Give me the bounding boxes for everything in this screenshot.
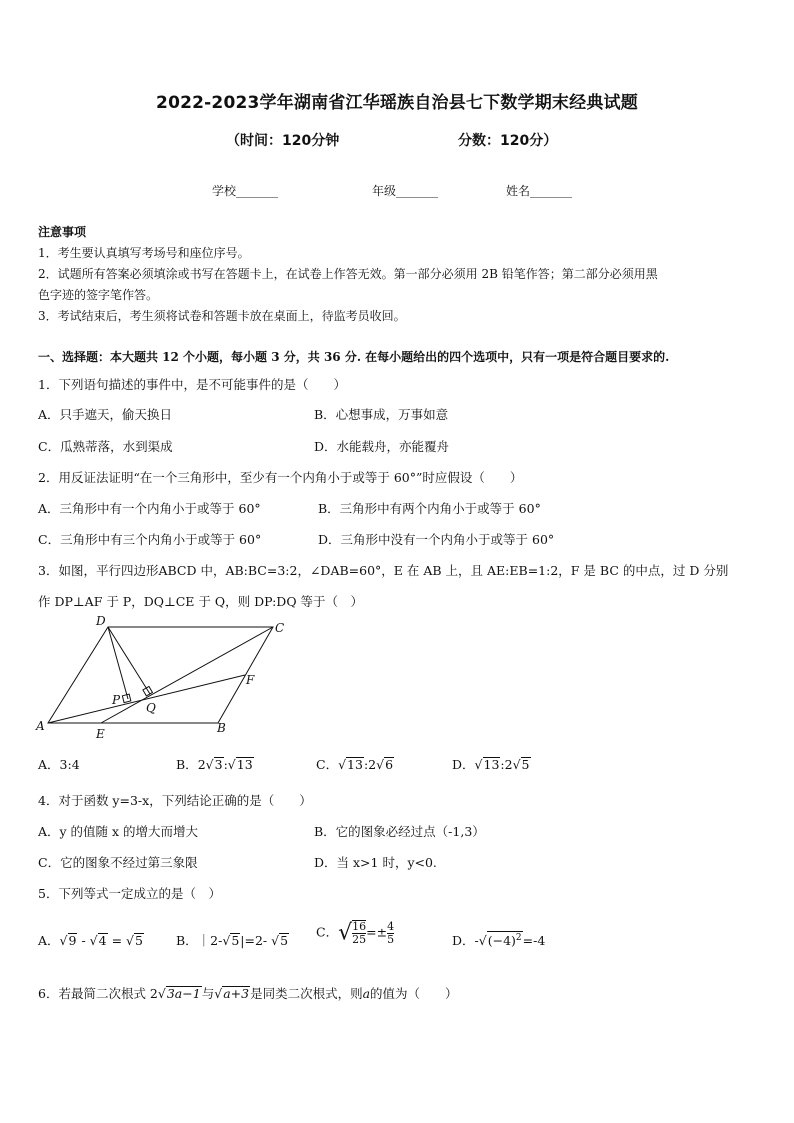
label-d: D bbox=[96, 614, 106, 628]
denominator: 5 bbox=[387, 932, 395, 946]
q3-option-c: C．√13:2√6 bbox=[316, 757, 394, 772]
coefficient: 2 bbox=[368, 757, 377, 772]
label-f: F bbox=[246, 673, 255, 687]
radicand: 5 bbox=[231, 933, 240, 948]
ratio-sign: : bbox=[500, 757, 505, 772]
coefficient: 2 bbox=[197, 757, 206, 772]
option-letter: A． bbox=[38, 933, 60, 948]
q5-option-d: D．$-√(-4)^2=-4$ bbox=[452, 933, 546, 949]
radicand: 13 bbox=[483, 757, 500, 772]
ratio-sign: : bbox=[223, 757, 228, 772]
option-letter: D． bbox=[452, 757, 475, 772]
radicand: 5 bbox=[521, 757, 530, 772]
question-1-stem: 1．下列语句描述的事件中，是不可能事件的是（ ） bbox=[38, 377, 346, 392]
q5-option-a: A．√9 - √4 = √5 bbox=[38, 933, 143, 948]
note-line: 1．考生要认真填写考场号和座位序号。 bbox=[38, 246, 250, 260]
radicand: 3a−1 bbox=[166, 986, 201, 1001]
q4-option-a: A．y 的值随 x 的增大而增大 bbox=[38, 824, 199, 839]
minus-sign: - bbox=[81, 933, 86, 948]
grade-field: 年级_______ bbox=[372, 184, 439, 198]
q2-option-d: D．三角形中没有一个内角小于或等于 60° bbox=[318, 532, 555, 547]
q1-option-d: D．水能载舟，亦能覆舟 bbox=[314, 439, 450, 454]
radicand: 9 bbox=[68, 933, 77, 948]
question-6-stem: 6．若最简二次根式 2√3a−1与√a+3是同类二次根式，则a的值为（ ） bbox=[38, 986, 458, 1001]
segment-dp bbox=[108, 627, 128, 699]
coefficient: 2 bbox=[504, 757, 513, 772]
q2-option-b: B．三角形中有两个内角小于或等于 60° bbox=[318, 501, 541, 516]
page-title: 2022-2023学年湖南省江华瑶族自治县七下数学期末经典试题 bbox=[156, 93, 638, 113]
note-line: 色字迹的签字笔作答。 bbox=[38, 288, 159, 302]
parallelogram-abcd bbox=[48, 627, 273, 723]
question-3-stem-line2: 作 DP⊥AF 于 P，DQ⊥CE 于 Q，则 DP:DQ 等于（ ） bbox=[38, 594, 364, 609]
q3-option-d: D．√13:2√5 bbox=[452, 757, 530, 772]
question-4-stem: 4．对于函数 y=3-x，下列结论正确的是（ ） bbox=[38, 793, 312, 808]
q1-option-b: B．心想事成，万事如意 bbox=[314, 407, 449, 422]
note-line: 3．考试结束后，考生须将试卷和答题卡放在桌面上，待监考员收回。 bbox=[38, 309, 406, 323]
q5-option-b: B．｜2-√5|=2- √5 bbox=[176, 933, 289, 948]
segment-af bbox=[48, 675, 245, 723]
plus-minus-sign: =± bbox=[366, 924, 388, 940]
q1-option-a: A．只手遮天，偷天换日 bbox=[38, 407, 173, 422]
parallelogram-figure bbox=[30, 614, 300, 744]
option-letter: C． bbox=[316, 757, 339, 772]
label-e: E bbox=[96, 727, 105, 741]
radicand: 4 bbox=[98, 933, 107, 948]
q4-option-d: D．当 x>1 时，y<0. bbox=[314, 855, 437, 870]
q4-option-b: B．它的图象必经过点（-1,3） bbox=[314, 824, 485, 839]
expression-text: |=2- bbox=[240, 933, 268, 948]
label-p: P bbox=[112, 693, 121, 707]
equals-sign: = bbox=[111, 933, 123, 948]
radicand: 5 bbox=[280, 933, 289, 948]
name-field: 姓名_______ bbox=[506, 184, 573, 198]
q3-option-b: B．2√3:√13 bbox=[176, 757, 253, 772]
exam-score: 分数：120分） bbox=[458, 133, 558, 149]
radicand: 13 bbox=[347, 757, 363, 772]
exponent: 2 bbox=[515, 933, 522, 943]
label-b: B bbox=[217, 721, 226, 735]
question-2-stem: 2．用反证法证明“在一个三角形中，至少有一个内角小于或等于 60°”时应假设（ ） bbox=[38, 470, 523, 485]
radicand: 6 bbox=[385, 757, 394, 772]
variable: a bbox=[362, 986, 371, 1001]
q5-option-c: C．√ $\frac{16}{25}$ =± $\frac{4}{5}$ bbox=[316, 919, 395, 946]
q4-option-c: C．它的图象不经过第三象限 bbox=[38, 855, 198, 870]
exam-time: （时间：120分钟 bbox=[226, 133, 340, 149]
stem-text: 与 bbox=[201, 986, 215, 1001]
radicand bbox=[487, 931, 523, 947]
section-heading: 一、选择题：本大题共 12 个小题，每小题 3 分，共 36 分. 在每小题给出的四个选项中，只有一项是符合题目要求的. bbox=[38, 350, 670, 364]
q2-option-c: C．三角形中有三个内角小于或等于 60° bbox=[38, 532, 262, 547]
label-q: Q bbox=[146, 701, 156, 715]
q1-option-c: C．瓜熟蒂落，水到渠成 bbox=[38, 439, 173, 454]
question-5-stem: 5．下列等式一定成立的是（ ） bbox=[38, 886, 221, 901]
note-line: 2．试题所有答案必须填涂或书写在答题卡上，在试卷上作答无效。第一部分必须用 2B 铅笔作答；第二部分必须用黑 bbox=[38, 267, 658, 281]
radicand: 3 bbox=[214, 757, 223, 772]
radicand-base: (−4) bbox=[487, 933, 516, 949]
radicand: 5 bbox=[135, 933, 143, 948]
radicand: a+3 bbox=[223, 986, 250, 1001]
stem-text: 是同类二次根式，则 bbox=[250, 986, 363, 1001]
fraction-16-25 bbox=[352, 921, 366, 946]
segment-dq bbox=[108, 627, 150, 694]
equals-result: =-4 bbox=[522, 933, 546, 949]
label-c: C bbox=[275, 621, 285, 635]
question-3-stem-line1: 3．如图，平行四边形ABCD 中，AB:BC=3:2，∠DAB=60°，E 在 AB 上，且 AE:EB=1:2，F 是 BC 的中点，过 D 分别 bbox=[38, 563, 729, 578]
q3-option-a: A．3:4 bbox=[38, 757, 80, 772]
fraction-4-5 bbox=[387, 921, 394, 946]
stem-text: 的值为（ ） bbox=[370, 986, 458, 1001]
school-field: 学校_______ bbox=[212, 184, 279, 198]
numerator: 4 bbox=[387, 919, 395, 933]
stem-text: 6．若最简二次根式 2 bbox=[38, 986, 158, 1001]
option-letter: D．- bbox=[452, 933, 479, 949]
notes-heading: 注意事项 bbox=[38, 225, 87, 239]
option-letter: B． bbox=[176, 757, 198, 772]
label-a: A bbox=[36, 719, 45, 733]
option-letter: B．｜2- bbox=[176, 933, 223, 948]
ratio-sign: : bbox=[363, 757, 369, 772]
denominator: 25 bbox=[352, 933, 367, 946]
numerator: 16 bbox=[352, 920, 367, 933]
radicand: 13 bbox=[236, 757, 253, 772]
q2-option-a: A．三角形中有一个内角小于或等于 60° bbox=[38, 501, 261, 516]
option-letter: C． bbox=[316, 924, 339, 940]
